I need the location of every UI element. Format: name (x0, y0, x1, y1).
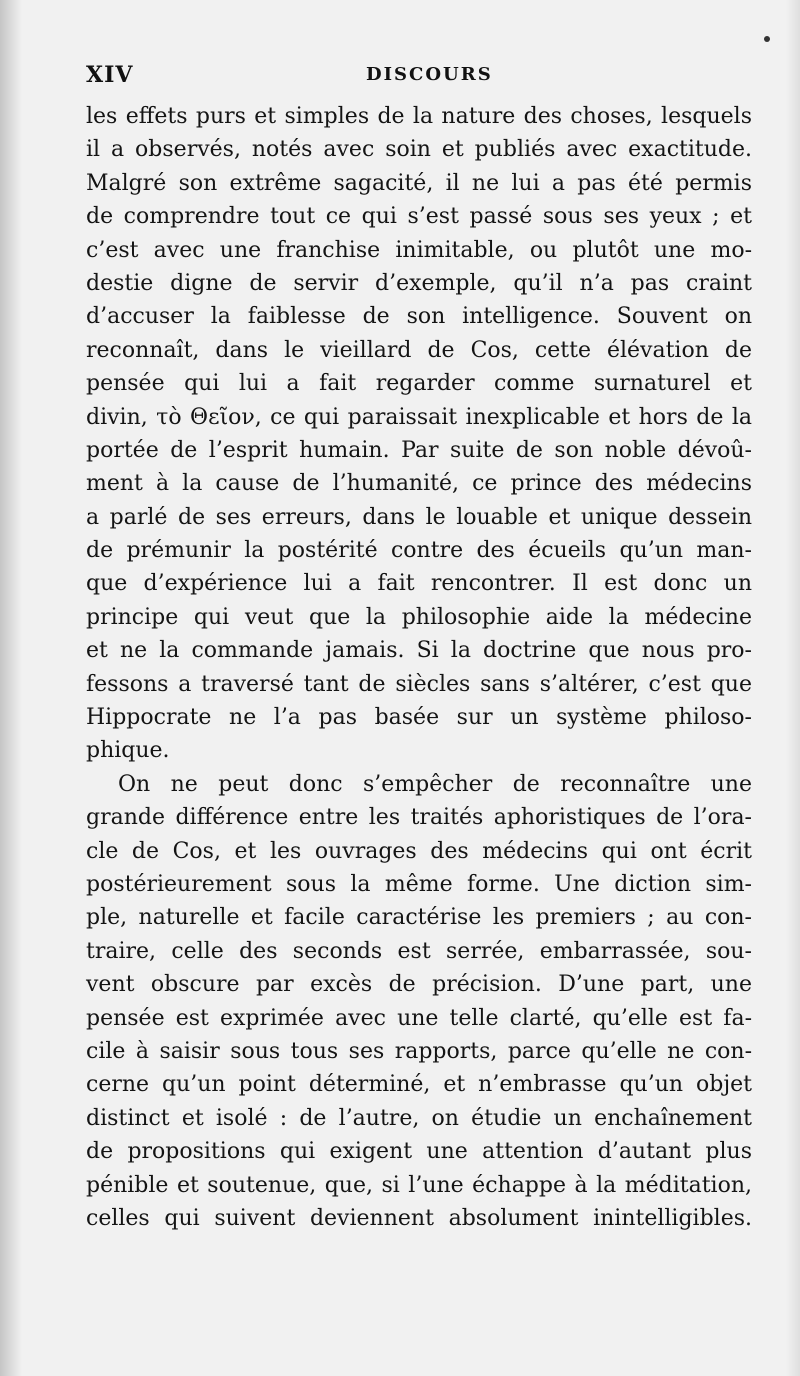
text-line: principe qui veut que la philosophie aide la médecine (86, 604, 752, 630)
text-line: grande différence entre les traités aphoristiques de l’ora- (86, 805, 752, 831)
ink-speck (764, 36, 770, 42)
text-line: d’accuser la faiblesse de son intelligence. Souvent on (86, 304, 752, 330)
text-line: celles qui suivent deviennent absolument inintelligibles. (86, 1205, 752, 1231)
text-line: portée de l’esprit humain. Par suite de son noble dévoû- (86, 437, 752, 463)
text-line: pensée est exprimée avec une telle clarté, qu’elle est fa- (86, 1005, 752, 1031)
text-line: et ne la commande jamais. Si la doctrine que nous pro- (86, 638, 752, 664)
text-line: de propositions qui exigent une attention d’autant plus (86, 1139, 752, 1165)
text-line: pensée qui lui a fait regarder comme surnaturel et (86, 371, 752, 397)
text-line: pénible et soutenue, que, si l’une échappe à la méditation, (86, 1172, 752, 1198)
text-line: cile à saisir sous tous ses rapports, parce qu’elle ne con- (86, 1038, 752, 1064)
text-line: reconnaît, dans le vieillard de Cos, cette élévation de (86, 337, 752, 363)
paragraph-1 (86, 100, 752, 768)
text-line: distinct et isolé : de l’autre, on étudie un enchaînement (86, 1105, 752, 1131)
running-title: DISCOURS (366, 64, 493, 85)
text-line: les effets purs et simples de la nature des choses, lesquels (86, 104, 752, 129)
text-line: On ne peut donc s’empêcher de reconnaître une (118, 771, 752, 797)
text-line: de comprendre tout ce qui s’est passé sous ses yeux ; et (86, 204, 752, 230)
text-line: postérieurement sous la même forme. Une diction sim- (86, 871, 752, 897)
text-line: ment à la cause de l’humanité, ce prince des médecins (86, 471, 752, 497)
text-line: de prémunir la postérité contre des écueils qu’un man- (86, 538, 752, 564)
text-line: destie digne de servir d’exemple, qu’il n’a pas craint (86, 270, 752, 296)
text-line: que d’expérience lui a fait rencontrer. Il est donc un (86, 571, 752, 597)
text-line: fessons a traversé tant de siècles sans s’altérer, c’est que (86, 671, 752, 697)
text-line: phique. (86, 738, 170, 764)
paragraph-2 (86, 768, 752, 1235)
text-line: Malgré son extrême sagacité, il ne lui a pas été permis (86, 170, 752, 196)
text-line: Hippocrate ne l’a pas basée sur un système philoso- (86, 705, 752, 731)
text-line: traire, celle des seconds est serrée, embarrassée, sou- (86, 938, 752, 964)
text-line: ple, naturelle et facile caractérise les premiers ; au con- (86, 905, 752, 931)
body-text (86, 100, 752, 1235)
page-header (86, 62, 714, 92)
page-number: XIV (86, 62, 134, 88)
text-line: vent obscure par excès de précision. D’une part, une (86, 972, 752, 998)
text-line: c’est avec une franchise inimitable, ou plutôt une mo- (86, 237, 752, 263)
text-line: a parlé de ses erreurs, dans le louable et unique dessein (86, 504, 752, 530)
text-line: cerne qu’un point déterminé, et n’embrasse qu’un objet (86, 1072, 752, 1098)
spine-shadow (0, 0, 22, 1376)
text-line: il a observés, notés avec soin et publiés avec exactitude. (86, 137, 752, 163)
edge-shadow (786, 0, 800, 1376)
text-line: cle de Cos, et les ouvrages des médecins qui ont écrit (86, 838, 752, 864)
text-line: divin, τὸ Θεῖον, ce qui paraissait inexplicable et hors de la (86, 404, 752, 430)
